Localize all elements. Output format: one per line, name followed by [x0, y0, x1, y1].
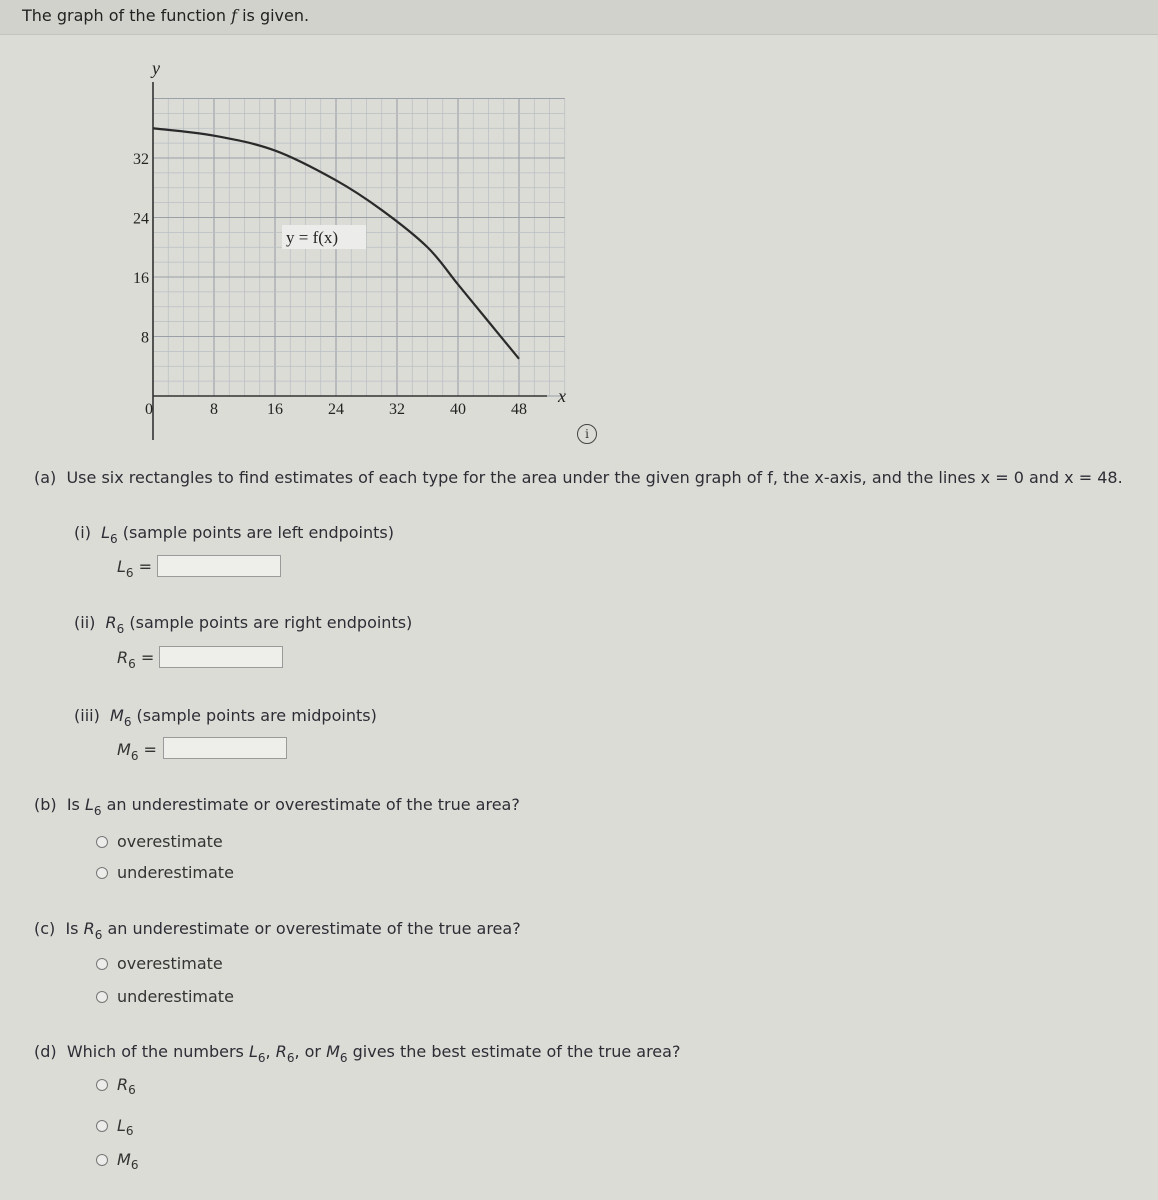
roman-iii: (iii): [74, 706, 100, 725]
part-c-subscript: 6: [94, 928, 103, 942]
x-tick-label: 24: [328, 401, 344, 418]
part-b-option-overestimate[interactable]: [96, 832, 223, 851]
y-axis-label: y: [152, 58, 160, 78]
m6-symbol: M: [110, 706, 124, 725]
r6-answer-input[interactable]: [159, 646, 283, 668]
part-c-tag: (c): [34, 919, 56, 938]
r6-field-label: [117, 648, 155, 671]
m6-field-equals: =: [143, 740, 157, 759]
y-tick-label: 32: [133, 151, 149, 168]
x-tick-label: 16: [267, 401, 283, 418]
x-tick-label: 8: [210, 401, 218, 418]
part-b-tag: (b): [34, 795, 57, 814]
m6-description: (sample points are midpoints): [136, 706, 377, 725]
l6-field-equals: =: [138, 557, 153, 576]
r6-field-subscript: 6: [128, 657, 136, 671]
m6-field-symbol: M: [117, 740, 131, 759]
y-tick-label: 16: [133, 270, 149, 287]
part-c-post: an underestimate or overestimate of the true area?: [102, 919, 521, 938]
info-icon[interactable]: i: [577, 424, 597, 444]
problem-function: f: [231, 6, 237, 25]
option-subscript: 6: [128, 1082, 136, 1097]
radio-button[interactable]: [96, 836, 108, 848]
problem-statement: [22, 6, 309, 25]
part-c-option-overestimate[interactable]: [96, 954, 223, 973]
part-a-question: [34, 468, 1123, 487]
part-d-option-r6[interactable]: [96, 1075, 136, 1097]
r6-description: (sample points are right endpoints): [129, 613, 413, 632]
part-b-pre: Is: [66, 795, 85, 814]
l6-field-symbol: L: [117, 557, 126, 576]
radio-button[interactable]: [96, 867, 108, 879]
y-tick-labels: [133, 151, 149, 347]
roman-ii: (ii): [74, 613, 96, 632]
l6-symbol: L: [101, 523, 111, 542]
part-c-pre: Is: [65, 919, 84, 938]
x-tick-label: 48: [511, 401, 527, 418]
part-c-question: [34, 919, 521, 942]
radio-button[interactable]: [96, 991, 108, 1003]
option-subscript: 6: [130, 1157, 139, 1172]
part-b-post: an underestimate or overestimate of the true area?: [101, 795, 520, 814]
part-b-subscript: 6: [93, 804, 102, 818]
l6-field-label: [117, 557, 153, 580]
option-symbol: M: [117, 1150, 131, 1169]
header-bar: [0, 0, 1158, 35]
radio-button[interactable]: [96, 1120, 108, 1132]
part-d-sym-m: M: [326, 1042, 340, 1061]
part-d-option-m6[interactable]: [96, 1150, 139, 1172]
part-d-pre: Which of the numbers: [66, 1042, 249, 1061]
problem-suffix: is given.: [236, 6, 310, 25]
part-a-tag: (a): [34, 468, 57, 487]
x-axis-label: x: [558, 386, 566, 406]
option-label: underestimate: [117, 987, 234, 1006]
part-d-sub-l: 6: [257, 1051, 266, 1065]
x-tick-label: 32: [389, 401, 405, 418]
r6-field-equals: =: [140, 648, 155, 667]
l6-field-subscript: 6: [125, 566, 134, 580]
roman-i: (i): [74, 523, 91, 542]
function-graph: [0, 40, 600, 450]
r6-subscript: 6: [116, 622, 125, 636]
x-tick-label: 40: [450, 401, 466, 418]
part-d-sym-l: L: [248, 1042, 258, 1061]
r6-field-symbol: R: [117, 648, 129, 667]
part-b-symbol: L: [84, 795, 94, 814]
curve-label: y = f(x): [286, 228, 339, 247]
option-label: overestimate: [117, 954, 223, 973]
m6-field-subscript: 6: [130, 749, 139, 763]
part-d-sep-1: ,: [265, 1042, 276, 1061]
part-d-option-l6[interactable]: [96, 1116, 134, 1138]
origin-label: 0: [145, 401, 153, 418]
part-b-option-underestimate[interactable]: [96, 863, 234, 882]
part-a-item-1: [74, 523, 394, 546]
part-d-sym-r: R: [275, 1042, 287, 1061]
radio-button[interactable]: [96, 1154, 108, 1166]
m6-answer-input[interactable]: [163, 737, 287, 759]
l6-answer-input[interactable]: [157, 555, 281, 577]
part-a-text: Use six rectangles to find estimates of each type for the area under the given graph of f, the x-axis, and the lines x = 0 and x = 48.: [66, 468, 1123, 487]
part-d-post: gives the best estimate of the true area?: [347, 1042, 681, 1061]
x-tick-labels: [145, 401, 527, 418]
option-subscript: 6: [125, 1123, 134, 1138]
part-c-symbol: R: [83, 919, 95, 938]
part-a-item-3: [74, 706, 377, 729]
option-label: underestimate: [117, 863, 234, 882]
part-d-sub-m: 6: [339, 1051, 348, 1065]
part-d-tag: (d): [34, 1042, 57, 1061]
l6-subscript: 6: [110, 532, 118, 546]
part-d-question: [34, 1042, 681, 1065]
part-d-sep-2: , or: [294, 1042, 327, 1061]
m6-subscript: 6: [123, 715, 132, 729]
part-c-option-underestimate[interactable]: [96, 987, 234, 1006]
option-label: overestimate: [117, 832, 223, 851]
m6-field-label: [117, 740, 157, 763]
y-tick-label: 8: [141, 329, 149, 347]
l6-description: (sample points are left endpoints): [122, 523, 394, 542]
part-d-sub-r: 6: [286, 1051, 295, 1065]
y-tick-label: 24: [133, 210, 149, 228]
option-symbol: L: [117, 1116, 126, 1135]
problem-prefix: The graph of the function: [22, 6, 232, 25]
r6-symbol: R: [105, 613, 117, 632]
radio-button[interactable]: [96, 958, 108, 970]
part-a-item-2: [74, 613, 413, 636]
part-b-question: [34, 795, 520, 818]
option-symbol: R: [117, 1075, 129, 1094]
radio-button[interactable]: [96, 1079, 108, 1091]
